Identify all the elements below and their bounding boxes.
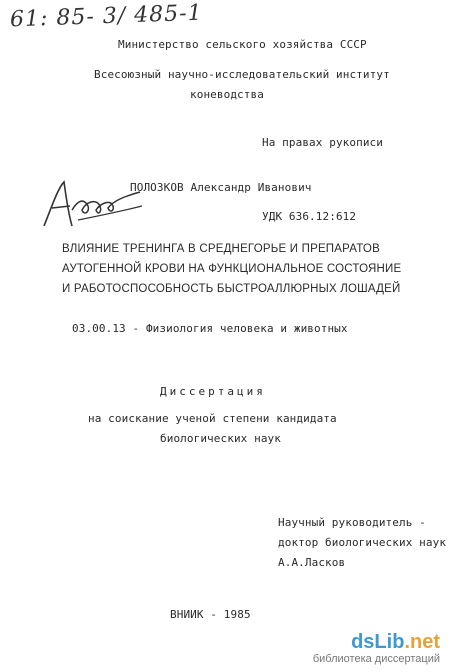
watermark-logo: [313, 632, 440, 652]
archive-handwritten-mark: 61: 85- 3/ 485-1: [9, 0, 204, 33]
author-name: ПОЛОЗКОВ Александр Иванович: [130, 181, 312, 194]
watermark-logo-main: dsLib: [351, 631, 405, 653]
ministry-line: Министерство сельского хозяйства СССР: [118, 38, 367, 51]
watermark-caption: библиотека диссертаций: [312, 653, 440, 665]
udc-code: УДК 636.12:612: [262, 210, 357, 223]
site-watermark: [313, 632, 440, 666]
supervisor-line-1: Научный руководитель -: [278, 516, 426, 529]
place-and-year: ВНИИК - 1985: [170, 608, 251, 621]
manuscript-rights: На правах рукописи: [262, 136, 384, 149]
title-line-2: АУТОГЕННОЙ КРОВИ НА ФУНКЦИОНАЛЬНОЕ СОСТОЯНИЕ: [62, 263, 402, 275]
degree-line-1: на соискание ученой степени кандидата: [88, 412, 337, 425]
degree-line-2: биологических наук: [160, 432, 282, 445]
institute-line-2: коневодства: [190, 88, 264, 101]
title-line-1: ВЛИЯНИЕ ТРЕНИНГА В СРЕДНЕГОРЬЕ И ПРЕПАРАТОВ: [62, 243, 380, 255]
supervisor-line-2: доктор биологических наук: [278, 536, 447, 549]
supervisor-name: А.А.Ласков: [278, 556, 346, 569]
title-line-3: И РАБОТОСПОСОБНОСТЬ БЫСТРОАЛЛЮРНЫХ ЛОШАДЕЙ: [62, 283, 401, 295]
specialty-code: 03.00.13 - Физиология человека и животных: [72, 322, 348, 335]
dissertation-label: Диссертация: [160, 385, 266, 398]
institute-line-1: Всесоюзный научно-исследовательский институт: [94, 68, 390, 81]
watermark-logo-tld: .net: [404, 631, 440, 653]
